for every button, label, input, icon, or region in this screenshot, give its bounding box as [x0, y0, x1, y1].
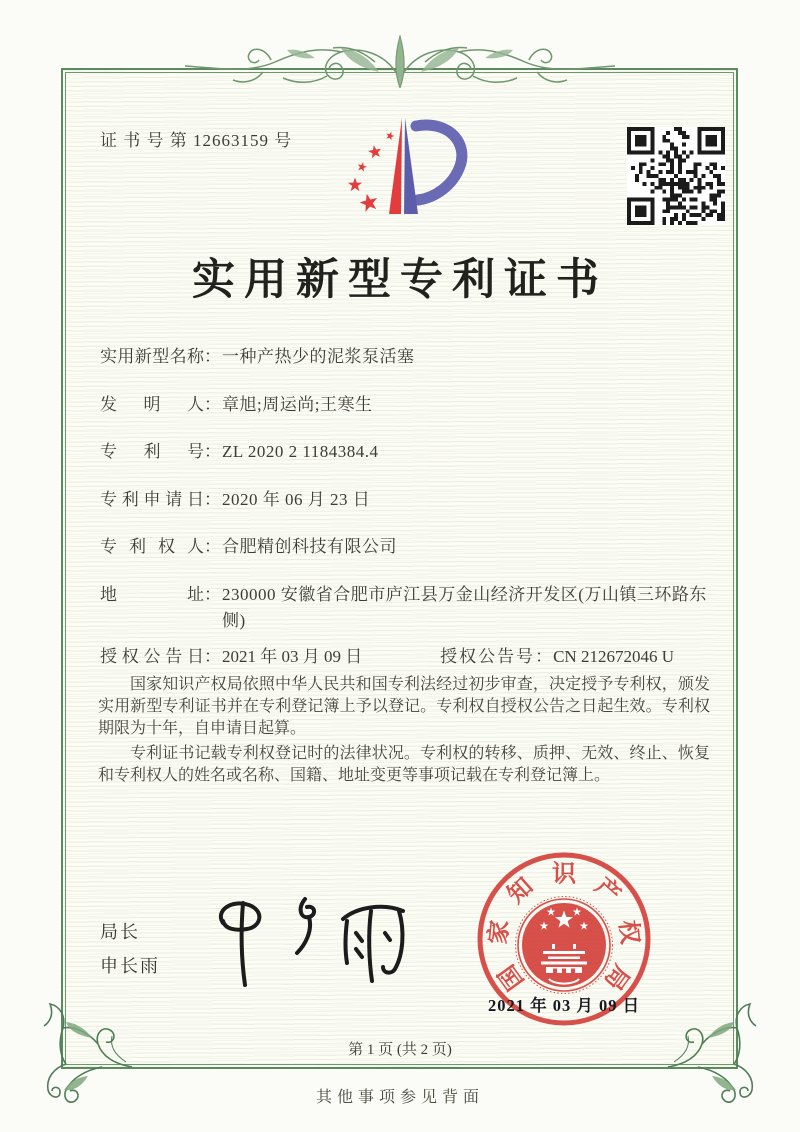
- field-value: ZL 2020 2 1184384.4: [222, 442, 379, 461]
- field-value: 合肥精创科技有限公司: [222, 537, 397, 556]
- field-row-patentee: [100, 534, 708, 561]
- field-value: CN 212672046 U: [553, 646, 674, 666]
- legal-paragraph-2: 专利证书记载专利权登记时的法律状况。专利权的转移、质押、无效、终止、恢复和专利权人的姓名或名称、国籍、地址变更等事项记载在专利登记簿上。: [98, 745, 710, 784]
- svg-text:产: 产: [589, 873, 625, 909]
- svg-text:权: 权: [613, 918, 643, 946]
- field-label: 专利申请日: [100, 489, 204, 509]
- field-label: 授权公告号: [440, 646, 536, 666]
- field-value: 2021 年 03 月 09 日: [222, 646, 363, 666]
- national-emblem-icon: [516, 897, 613, 994]
- field-label: 授权公告日: [100, 646, 204, 666]
- field-colon: ：: [204, 584, 221, 604]
- svg-text:家: 家: [485, 918, 515, 946]
- svg-text:局: 局: [598, 959, 634, 995]
- legal-paragraph-1: 国家知识产权局依照中华人民共和国专利法经过初步审查，决定授予专利权，颁发实用新型专利证书并在专利登记簿上予以登记。专利权自授权公告之日起生效。专利权期限为十年，自申请日起算。: [98, 676, 710, 737]
- field-value: 230000 安徽省合肥市庐江县万金山经济开发区(万山镇三环路东侧): [222, 584, 707, 630]
- seal-date: 2021 年 03 月 09 日: [487, 996, 641, 1015]
- commissioner-title: 局长: [100, 922, 140, 942]
- back-side-note: 其他事项参见背面: [315, 1089, 484, 1106]
- field-label: 专利号: [100, 442, 204, 461]
- field-value: 一种产热少的泥浆泵活塞: [222, 347, 415, 366]
- field-colon: ：: [535, 646, 553, 666]
- director-signature-icon: [205, 875, 425, 993]
- field-colon: ：: [204, 394, 221, 414]
- field-colon: ：: [204, 347, 221, 366]
- cnipa-logo-icon: [338, 110, 470, 236]
- field-row-grant: [100, 644, 708, 671]
- field-row-name: [100, 344, 708, 371]
- field-label: 发明人: [100, 394, 204, 414]
- field-label: 地址: [100, 584, 204, 604]
- field-label: 专利权人: [100, 537, 204, 556]
- field-row-address: [100, 582, 708, 635]
- svg-text:国: 国: [494, 959, 530, 995]
- certificate-title: 实用新型专利证书: [192, 257, 608, 304]
- certificate-fields: [100, 344, 708, 691]
- commissioner-name: 申长雨: [100, 956, 160, 976]
- field-colon: ：: [204, 646, 221, 666]
- field-row-filing-date: [100, 487, 708, 514]
- field-colon: ：: [204, 537, 221, 556]
- field-colon: ：: [204, 442, 221, 461]
- field-value: 2020 年 06 月 23 日: [222, 489, 371, 509]
- field-row-patent-number: [100, 439, 708, 466]
- qr-code-icon: [627, 127, 725, 225]
- field-label: 实用新型名称: [100, 347, 204, 366]
- svg-text:识: 识: [552, 861, 576, 888]
- field-value: 章旭;周运尚;王寒生: [222, 394, 373, 414]
- field-row-inventors: [100, 392, 708, 419]
- top-flourish-ornament-icon: [185, 24, 615, 112]
- page-number: 第 1 页 (共 2 页): [348, 1042, 452, 1058]
- certificate-number: 证 书 号 第 12663159 号: [100, 131, 293, 150]
- grant-number-pair: [440, 644, 708, 671]
- svg-text:知: 知: [503, 873, 539, 909]
- legal-text: [98, 674, 710, 787]
- field-colon: ：: [204, 489, 221, 509]
